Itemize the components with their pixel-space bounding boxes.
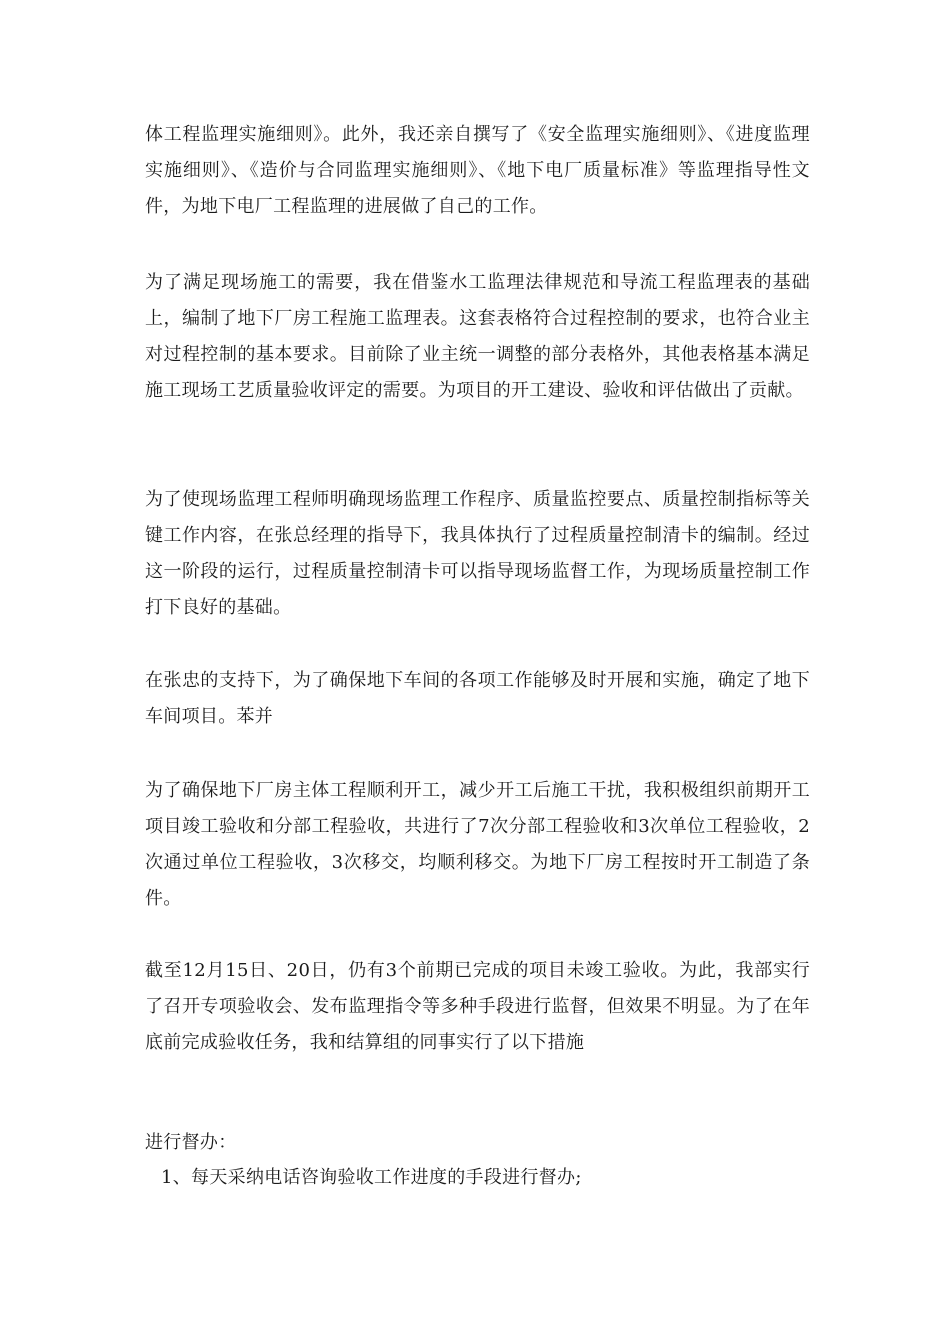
paragraph-5: 为了确保地下厂房主体工程顺利开工，减少开工后施工干扰，我积极组织前期开工项目竣工验收和分部工程验收，共进行了7次分部工程验收和3次单位工程验收，2次通过单位工程验收，3次移交，均顺利移交。为地下厂房工程按时开工制造了条件。 [145, 780, 810, 909]
paragraph-1: 体工程监理实施细则》。此外，我还亲自撰写了《安全监理实施细则》、《进度监理实施细则》、《造价与合同监理实施细则》、《地下电厂质量标准》等监理指导性文件，为地下电厂工程监理的进展做了自己的工作。 [145, 124, 810, 217]
paragraph-2: 为了满足现场施工的需要，我在借鉴水工监理法律规范和导流工程监理表的基础上，编制了地下厂房工程施工监理表。这套表格符合过程控制的要求，也符合业主对过程控制的基本要求。目前除了业主统一调整的部分表格外，其他表格基本满足施工现场工艺质量验收评定的需要。为项目的开工建设、验收和评估做出了贡献。 [145, 272, 810, 401]
paragraph-6: 截至12月15日、20日，仍有3个前期已完成的项目未竣工验收。为此，我部实行了召开专项验收会、发布监理指令等多种手段进行监督，但效果不明显。为了在年底前完成验收任务，我和结算组的同事实行了以下措施 [145, 960, 810, 1053]
measures-list [161, 1163, 811, 1193]
list-item: 1、每天采纳电话咨询验收工作进度的手段进行督办; [161, 1167, 582, 1188]
paragraph-4: 在张忠的支持下，为了确保地下车间的各项工作能够及时开展和实施，确定了地下车间项目。苯并 [145, 670, 810, 727]
supervision-lead-text: 进行督办： [145, 1132, 237, 1153]
paragraph-3: 为了使现场监理工程师明确现场监理工作程序、质量监控要点、质量控制指标等关键工作内容，在张总经理的指导下，我具体执行了过程质量控制清卡的编制。经过这一阶段的运行，过程质量控制清卡可以指导现场监督工作，为现场质量控制工作打下良好的基础。 [145, 489, 810, 618]
